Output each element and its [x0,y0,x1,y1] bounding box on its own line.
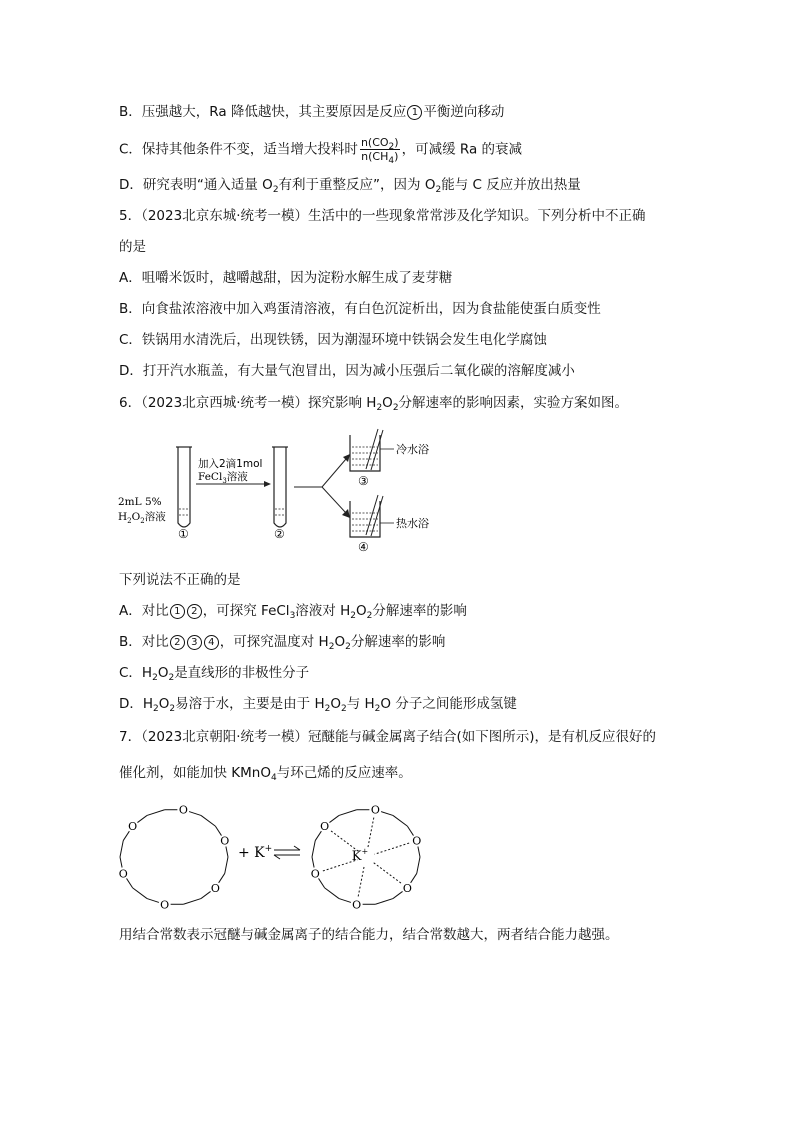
oxygen-atom: O [370,805,380,817]
q5-stem-line1: 5．（2023北京东城·统考一模）生活中的一些现象常常涉及化学知识。下列分析中不正确 [119,208,646,224]
q7-after-text: 用结合常数表示冠醚与碱金属离子的结合能力，结合常数越大，两者结合能力越强。 [119,927,619,943]
ring-bond [137,815,147,822]
q7-stem-line2: 催化剂，如能加快 KMnO$_4$与环己烯的反应速率。 [119,765,412,783]
coordination-bond [358,866,364,897]
q6-option-c: C．$H_2O_2$是直线形的非极性分子 [119,665,310,683]
ring-bond [147,899,159,903]
oxygen-atom: O [352,898,362,912]
ring-bond [339,810,357,816]
ring-bond [339,899,351,903]
crown-ether-ring [119,805,230,911]
coordination-bond [375,843,410,854]
ring-bond [201,891,211,898]
q5-option-b: B．向食盐浓溶液中加入鸡蛋清溶液，有白色沉淀析出，因为食盐能使蛋白质变性 [119,301,601,317]
ring-bond [201,815,215,826]
ring-bond [147,810,165,816]
ring-bond [418,846,420,857]
q4-option-c: C．保持其他条件不变，适当增大投料时 $\frac{n(CO_2)}{n(CH_4)}$ ，可减缓 Ra 的衰减 [119,136,523,166]
ring-bond [312,857,314,868]
oxygen-atom: O [210,881,220,895]
q5-option-a: A．咀嚼米饭时，越嚼越甜，因为淀粉水解生成了麦芽糖 [119,270,453,286]
circled-number: 1 [407,105,422,120]
ring-bond [417,857,420,873]
ring-bond [393,815,407,826]
equilibrium-arrows [274,846,300,859]
ring-bond [381,812,393,816]
crown-ether-k-complex [311,805,422,911]
h2o2-experiment-diagram [112,425,452,555]
ring-bond [133,888,147,899]
q5-stem-line2: 的是 [119,239,146,255]
test-tube-2 [272,447,288,527]
hot-bath-label: 热水浴 [396,517,429,530]
beaker-cold [350,429,394,471]
ring-bond [120,841,123,857]
ring-bond [312,841,315,857]
ring-bond [393,891,403,898]
q6-option-d: D．$H_2O_2$易溶于水，主要是由于 $H_2O_2$与 $H_2O$ 分子之间能形成氢键 [119,696,517,714]
oxygen-atom: O [220,834,230,848]
beaker-hot [350,495,394,537]
tube-number-3: ③ [358,474,369,488]
ring-bond [189,812,201,816]
ring-bond [226,846,228,857]
k-ion-center: K+ [351,847,369,864]
q4-option-d: D．研究表明“通入适量 $O_2$有利于重整反应”，因为 $O_2$能与 C 反应并放出热量 [119,177,581,195]
oxygen-atom: O [310,867,320,881]
tube-number-2: ② [274,527,285,541]
plus-k-label: + K+ [238,844,273,861]
q5-option-c: C．铁锅用水清洗后，出现铁锈，因为潮湿环境中铁锅会发生电化学腐蚀 [119,332,547,348]
reagent-label-1: 2mL 5% [118,496,162,508]
q6-option-a: A．对比 1 2 ，可探究 FeCl$_3$溶液对 $H_2O_2$分解速率的影响 [119,603,467,621]
test-tube-1 [176,447,192,527]
ring-bond [225,857,228,873]
reagent-label-2: $H_2O_2$溶液 [118,511,166,525]
q4-option-b: B．压强越大，Ra 降低越快，其主要原因是反应 1 平衡逆向移动 [119,104,505,120]
oxygen-atom: O [412,834,422,848]
ring-bond [375,899,393,905]
coordination-bond [373,862,401,883]
ring-bond [183,899,201,905]
q6-option-b: B．对比 2 3 4 ，可探究温度对 $H_2O_2$分解速率的影响 [119,634,446,652]
oxygen-atom: O [128,820,138,834]
ring-bond [120,857,122,868]
q6-stem: 6．（2023北京西城·统考一模）探究影响 $H_2O_2$分解速率的影响因素，实验方案如图。 [119,395,629,413]
ring-bond [329,815,339,822]
oxygen-atom: O [320,820,330,834]
oxygen-atom: O [118,867,128,881]
oxygen-atom: O [160,898,170,912]
tube-number-1: ① [178,527,189,541]
q7-stem-line1: 7．（2023北京朝阳·统考一模）冠醚能与碱金属离子结合(如下图所示)，是有机反应很好的 [119,729,657,745]
crown-ether-diagram [110,805,450,920]
q6-prompt: 下列说法不正确的是 [119,572,241,588]
coordination-bond [368,818,374,849]
oxygen-atom: O [178,805,188,817]
tube-number-4: ④ [358,540,369,554]
add-label-2: FeCl$_3$溶液 [198,471,248,485]
cold-bath-label: 冷水浴 [396,443,429,456]
q5-option-d: D．打开汽水瓶盖，有大量气泡冒出，因为减小压强后二氧化碳的溶解度减小 [119,363,575,379]
ring-bond [325,888,339,899]
add-label-1: 加入2滴1mol [198,458,263,470]
oxygen-atom: O [402,881,412,895]
ratio-fraction: $\frac{n(CO_2)}{n(CH_4)}$ [360,136,399,166]
